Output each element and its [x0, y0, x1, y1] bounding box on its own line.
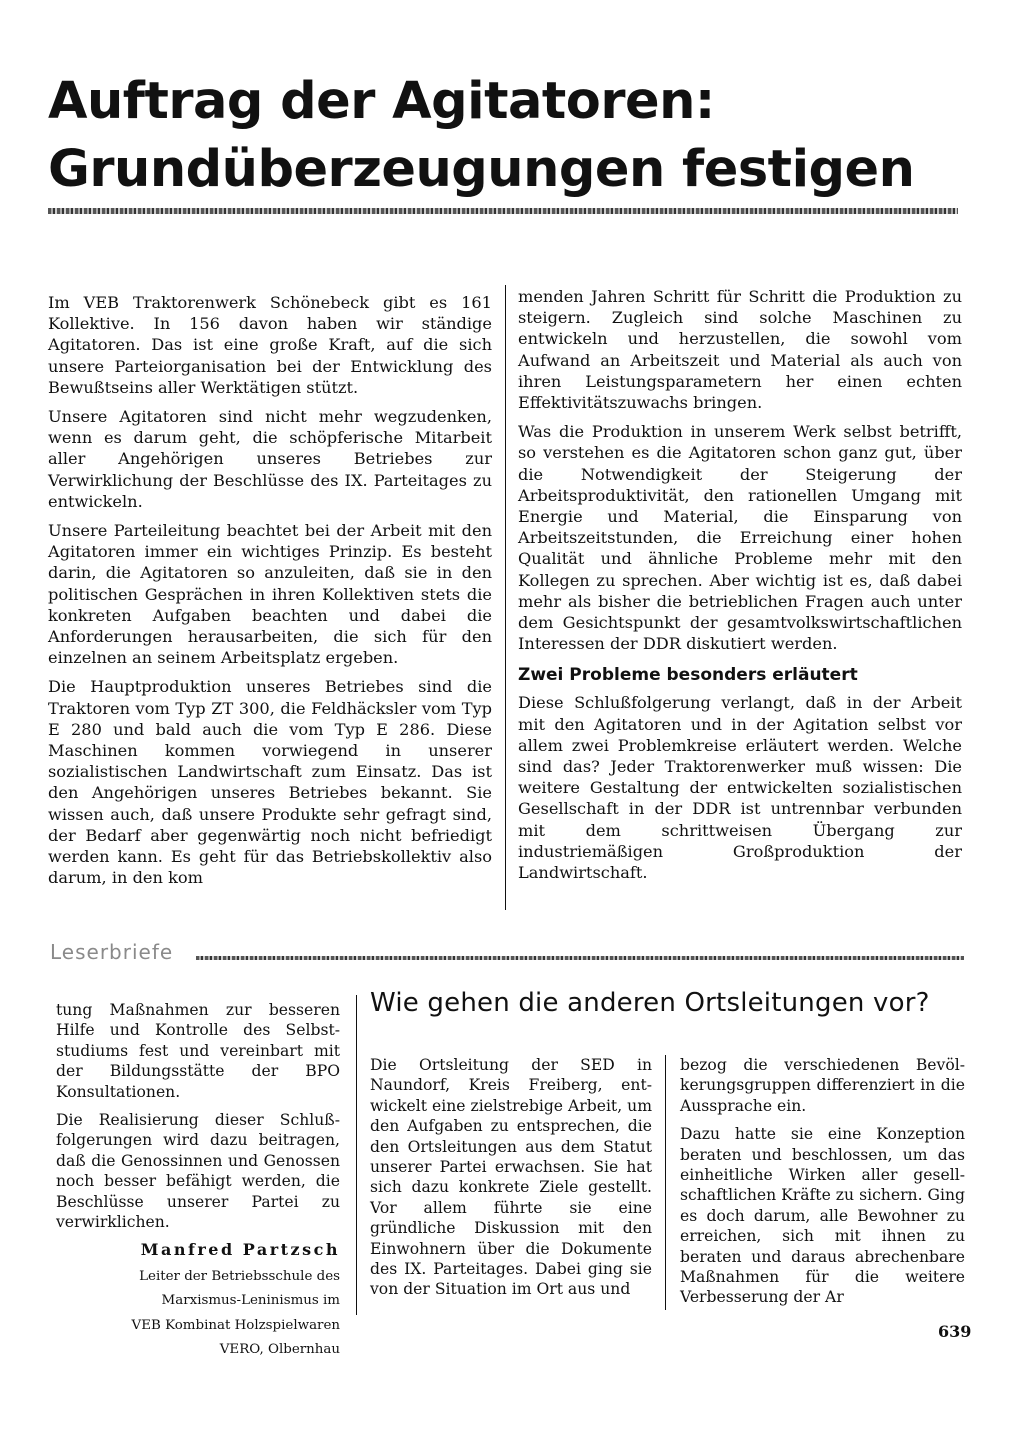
paragraph: Die Realisierung dieser Schlußfolgerungen wird dazu beitragen, daß die Genossinnen und Genossen noch besser befähigt werden, die Beschlüsse unserer Partei zu verwirklichen. [56, 1111, 340, 1232]
column-divider [505, 285, 506, 910]
page-number: 639 [938, 1322, 972, 1341]
paragraph: menden Jahren Schritt für Schritt die Produktion zu steigern. Zugleich sind solche Maschinen zu entwickeln und herzustellen, die sowohl vom Aufwand an Arbeitszeit und Material als auch von ihren Leistungsparametern her einen echten Effektivitätszuwachs bringen. [518, 287, 962, 413]
paragraph: Dazu hatte sie eine Konzeption beraten und beschlossen, um das einheitliche Wirken aller gesellschaftlichen Kräfte zu sichern. Ging es doch darum, alle Bewohner zu erreichen, sich mit ihnen zu beraten und daraus abrechenbare Maßnahmen für die weitere Verbesserung der Ar [680, 1125, 965, 1307]
paragraph: bezog die verschiedenen Bevölkerungsgruppen differenziert in die Aussprache ein. [680, 1056, 965, 1115]
paragraph: Diese Schlußfolgerung verlangt, daß in der Arbeit mit den Agitatoren und in der Agitation selbst vor allem zwei Problemkreise erläutert werden. Welche sind das? Jeder Traktorenwerker muß wissen: Die weitere Gestaltung der entwickelten sozialistischen Gesellschaft in der DDR ist untrennbar verbunden mit dem schrittweisen Übergang zur industriemäßigen Großproduktion der Landwirtschaft. [518, 693, 962, 883]
author-affiliation-line: VERO, Olbernhau [219, 1342, 340, 1358]
section-rule [196, 956, 964, 960]
letter-column-left [56, 1000, 340, 1367]
section-label-leserbriefe: Leserbriefe [50, 940, 174, 964]
paragraph: Die Hauptproduktion unseres Betriebes sind die Traktoren vom Typ ZT 300, die Feldhäcksler vom Typ E 280 und bald auch die vom Typ E 286. Diese Maschinen kommen vorwiegend in unserer sozialistischen Landwirtschaft zum Einsatz. Das ist den Angehörigen unseres Betriebes bekannt. Sie wissen auch, daß unsere Produkte sehr gefragt sind, der Bedarf aber gegenwärtig noch nicht befriedigt werden kann. Es geht für das Betriebskollektiv also darum, in den kom [48, 677, 492, 888]
author-affiliation-line: Leiter der Betriebsschule des [139, 1268, 340, 1284]
article-headline: Auftrag der Agitatoren: Grundüberzeugungen festigen [48, 72, 915, 199]
paragraph: Was die Produktion in unserem Werk selbst betrifft, so verstehen es die Agitatoren schon ganz gut, über die Notwendigkeit der Steigerung der Arbeitsproduktivität, den rationellen Umgang mit Energie und Material, die Einsparung von Arbeitszeitstunden, die Erreichung einer hohen Qualität und ähnliche Probleme mehr mit den Kollegen zu sprechen. Aber wichtig ist es, daß dabei mehr als bisher die betrieblichen Fragen auch unter dem Gesichtspunkt der gesamtvolkswirtschaftlichen Interessen der DDR diskutiert werden. [518, 422, 962, 654]
paragraph: tung Maßnahmen zur besseren Hilfe und Kontrolle des Selbststudiums fest und vereinbart mit der Bildungsstätte der BPO Konsultationen. [56, 1001, 340, 1101]
article-subheading: Zwei Probleme besonders erläutert [518, 665, 858, 686]
paragraph: Unsere Agitatoren sind nicht mehr wegzudenken, wenn es darum geht, die schöpferische Mitarbeit aller Angehörigen unseres Betriebes zur Verwirklichung der Beschlüsse des IX. Parteitages zu entwickeln. [48, 407, 492, 511]
author-affiliation-line: VEB Kombinat Holzspielwaren [131, 1317, 340, 1333]
column-divider [356, 995, 357, 1315]
letter-headline: Wie gehen die anderen Ortsleitungen vor? [370, 988, 930, 1018]
headline-rule [48, 208, 958, 214]
paragraph: Im VEB Traktorenwerk Schönebeck gibt es 161 Kollektive. In 156 davon haben wir ständige Agitatoren. Das ist eine große Kraft, auf die sich unsere Parteiorganisation bei der Entwicklung des Bewußtseins aller Werktätigen stützt. [48, 293, 492, 397]
author-affiliation-line: Marxismus-Leninismus im [161, 1293, 340, 1309]
paragraph: Die Ortsleitung der SED in Naundorf, Kreis Freiberg, entwickelt eine zielstrebige Arbeit, um den Aufgaben zu entsprechen, die den Ortsleitungen aus dem Statut unserer Partei erwachsen. Sie hat sich dazu konkrete Ziele gestellt. Vor allem führte sie eine gründliche Diskussion mit den Einwohnern über die Dokumente des IX. Parteitages. Dabei ging sie von der Situation im Ort aus und [370, 1056, 652, 1299]
paragraph: Unsere Parteileitung beachtet bei der Arbeit mit den Agitatoren immer ein wichtiges Prinzip. Es besteht darin, die Agitatoren so anzuleiten, daß sie in den politischen Gesprächen in ihren Kollektiven stets die konkreten Aufgaben beachten und dabei die Anforderungen herausarbeiten, die sich für den einzelnen an seinem Arbeitsplatz ergeben. [48, 521, 492, 668]
letter-column-middle [370, 1055, 652, 1308]
letter-author: Manfred Partzsch [140, 1240, 340, 1260]
column-divider [665, 1055, 666, 1310]
article-column-right [518, 286, 962, 891]
letter-column-right [680, 1055, 965, 1316]
article-column-left [48, 292, 492, 896]
